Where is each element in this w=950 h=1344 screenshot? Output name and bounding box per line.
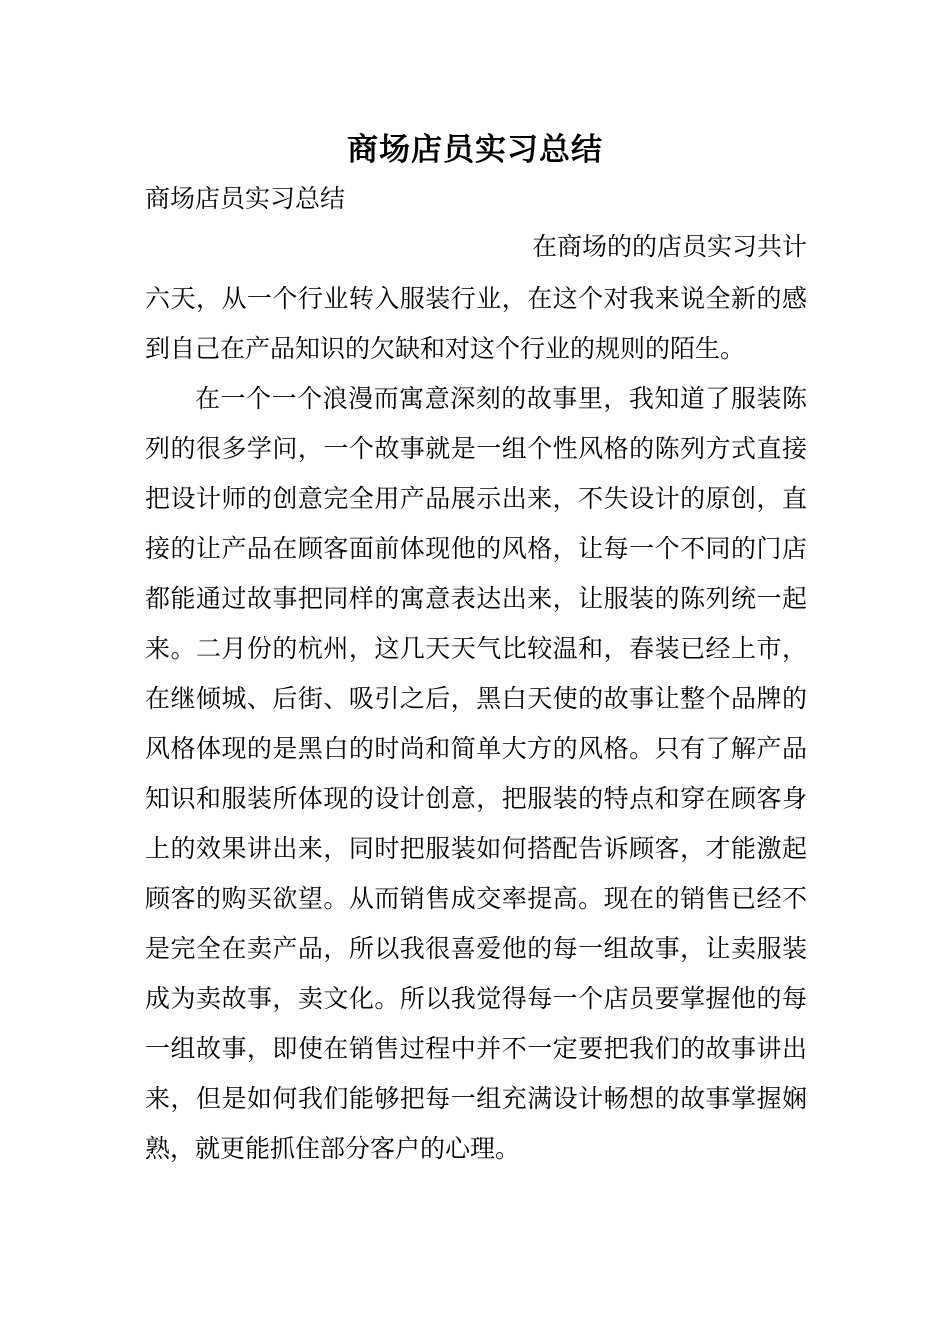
paragraph-2: 在一个一个浪漫而寓意深刻的故事里，我知道了服装陈列的很多学问，一个故事就是一组个性风格的陈列方式直接把设计师的创意完全用产品展示出来，不失设计的原创，直接的让产品在顾客面前体现他的风格，让每一个不同的门店都能通过故事把同样的寓意表达出来，让服装的陈列统一起来。二月份的杭州，这几天天气比较温和，春装已经上市，在继倾城、后街、吸引之后，黑白天使的故事让整个品牌的风格体现的是黑白的时尚和简单大方的风格。只有了解产品知识和服装所体现的设计创意，把服装的特点和穿在顾客身上的效果讲出来，同时把服装如何搭配告诉顾客，才能激起顾客的购买欲望。从而销售成交率提高。现在的销售已经不是完全在卖产品，所以我很喜爱他的每一组故事，让卖服装成为卖故事，卖文化。所以我觉得每一个店员要掌握他的每一组故事，即使在销售过程中并不一定要把我们的故事讲出来，但是如何我们能够把每一组充满设计畅想的故事掌握娴熟，就更能抓住部分客户的心理。: [145, 384, 807, 1163]
intro-first-line: 在商场的的店员实习共计: [531, 232, 807, 261]
document-title: 商场店员实习总结: [347, 132, 603, 168]
document-subtitle: 商场店员实习总结: [145, 184, 346, 213]
paragraph-1: 六天，从一个行业转入服装行业，在这个对我来说全新的感到自己在产品知识的欠缺和对这个行业的规则的陌生。: [145, 284, 807, 363]
